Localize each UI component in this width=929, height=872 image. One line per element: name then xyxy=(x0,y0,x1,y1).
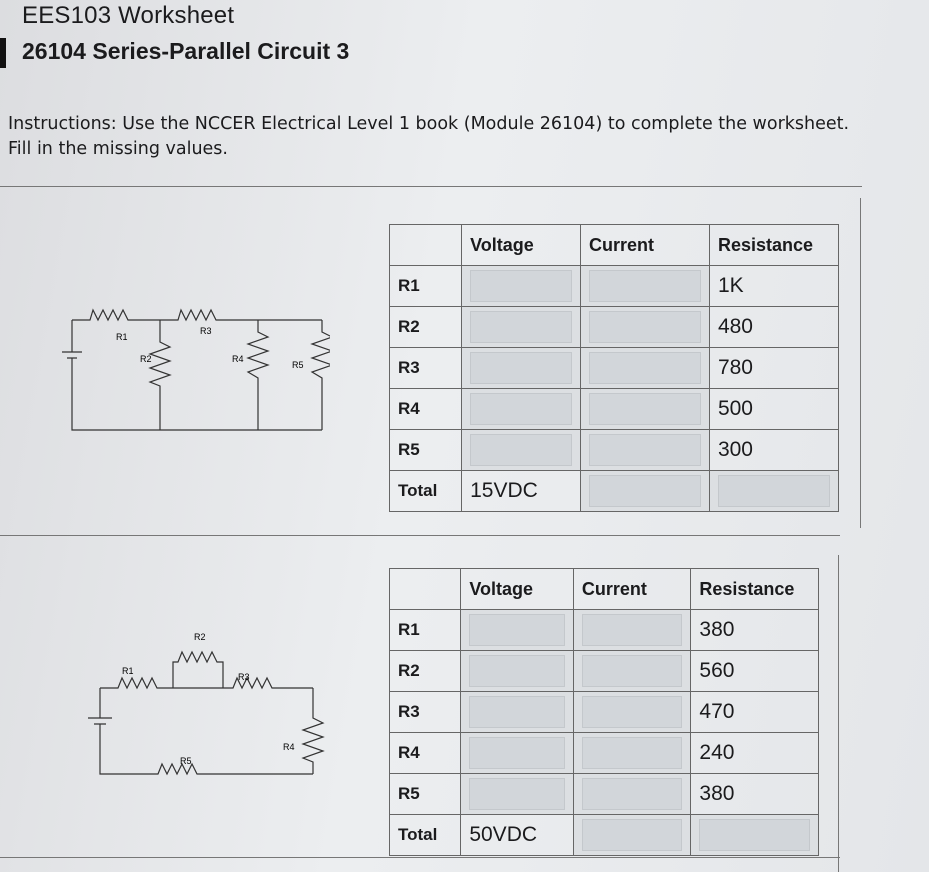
row-label: R5 xyxy=(390,774,461,815)
table-row xyxy=(390,389,839,430)
table-row xyxy=(390,266,839,307)
accent-bar xyxy=(0,38,6,68)
section-divider xyxy=(0,535,840,536)
table-row-total xyxy=(390,471,839,512)
voltage-input-cell[interactable] xyxy=(462,430,581,471)
frame-top-line xyxy=(0,186,862,187)
r4-label: R4 xyxy=(232,354,244,364)
current-input-cell[interactable] xyxy=(580,348,709,389)
instructions-text: Instructions: Use the NCCER Electrical Level 1 book (Module 26104) to complete the worksheet. Fill in the missing values. xyxy=(8,114,850,159)
table-row xyxy=(390,610,819,651)
battery-symbol xyxy=(88,718,112,724)
resistance-value: 380 xyxy=(691,774,819,815)
column-header-voltage: Voltage xyxy=(461,569,574,610)
voltage-input-cell[interactable] xyxy=(462,389,581,430)
voltage-input-cell[interactable] xyxy=(461,774,574,815)
column-header-resistance: Resistance xyxy=(709,225,838,266)
row-label: R1 xyxy=(390,610,461,651)
row-label: R5 xyxy=(390,430,462,471)
resistance-value: 380 xyxy=(691,610,819,651)
r1-resistor-symbol xyxy=(72,310,165,320)
r5-resistor-symbol xyxy=(100,724,313,774)
corner-cell xyxy=(390,225,462,266)
r4-resistor-symbol xyxy=(248,320,268,430)
resistance-value: 300 xyxy=(709,430,838,471)
current-input-cell[interactable] xyxy=(573,692,691,733)
total-voltage-value: 50VDC xyxy=(461,815,574,856)
resistance-value: 560 xyxy=(691,651,819,692)
r4-label: R4 xyxy=(283,742,295,752)
table-header-row xyxy=(390,225,839,266)
total-resistance-input-cell[interactable] xyxy=(709,471,838,512)
voltage-input-cell[interactable] xyxy=(461,733,574,774)
resistance-value: 480 xyxy=(709,307,838,348)
resistance-value: 780 xyxy=(709,348,838,389)
table-row xyxy=(390,307,839,348)
row-label: R3 xyxy=(390,692,461,733)
current-input-cell[interactable] xyxy=(580,266,709,307)
r1-label: R1 xyxy=(116,332,128,342)
r1-label: R1 xyxy=(122,666,134,676)
column-header-voltage: Voltage xyxy=(462,225,581,266)
resistance-value: 500 xyxy=(709,389,838,430)
r2-label: R2 xyxy=(194,632,206,642)
resistance-value: 1K xyxy=(709,266,838,307)
voltage-input-cell[interactable] xyxy=(461,692,574,733)
r2-resistor-symbol xyxy=(173,652,223,688)
table-header-row xyxy=(390,569,819,610)
total-resistance-input-cell[interactable] xyxy=(691,815,819,856)
voltage-input-cell[interactable] xyxy=(461,610,574,651)
column-header-current: Current xyxy=(573,569,691,610)
r2-label: R2 xyxy=(140,354,152,364)
column-header-current: Current xyxy=(580,225,709,266)
worksheet-subtitle: 26104 Series-Parallel Circuit 3 xyxy=(22,38,350,64)
values-table-2 xyxy=(389,568,819,856)
total-current-input-cell[interactable] xyxy=(580,471,709,512)
current-input-cell[interactable] xyxy=(573,733,691,774)
circuit-diagram-2 xyxy=(78,628,328,788)
total-voltage-value: 15VDC xyxy=(462,471,581,512)
current-input-cell[interactable] xyxy=(573,651,691,692)
current-input-cell[interactable] xyxy=(580,430,709,471)
row-label: R1 xyxy=(390,266,462,307)
worksheet-title: EES103 Worksheet xyxy=(22,2,235,29)
table-row xyxy=(390,692,819,733)
current-input-cell[interactable] xyxy=(580,307,709,348)
current-input-cell[interactable] xyxy=(580,389,709,430)
row-label-total: Total xyxy=(390,471,462,512)
r3-label: R3 xyxy=(200,326,212,336)
r5-label: R5 xyxy=(292,360,304,370)
voltage-input-cell[interactable] xyxy=(462,307,581,348)
r1-resistor-symbol xyxy=(100,678,313,688)
table-row xyxy=(390,430,839,471)
corner-cell xyxy=(390,569,461,610)
total-current-input-cell[interactable] xyxy=(573,815,691,856)
row-label: R3 xyxy=(390,348,462,389)
r5-resistor-symbol xyxy=(312,320,330,430)
r5-label: R5 xyxy=(180,756,192,766)
table-row-total xyxy=(390,815,819,856)
voltage-input-cell[interactable] xyxy=(462,348,581,389)
row-label: R2 xyxy=(390,307,462,348)
column-header-resistance: Resistance xyxy=(691,569,819,610)
current-input-cell[interactable] xyxy=(573,610,691,651)
frame-bottom-line xyxy=(0,857,840,858)
table-row xyxy=(390,774,819,815)
frame-right-line-2 xyxy=(838,555,839,872)
r4-resistor-symbol xyxy=(303,688,323,774)
voltage-input-cell[interactable] xyxy=(462,266,581,307)
voltage-input-cell[interactable] xyxy=(461,651,574,692)
r2-resistor-symbol xyxy=(150,320,170,430)
table-row xyxy=(390,733,819,774)
current-input-cell[interactable] xyxy=(573,774,691,815)
r3-resistor-symbol xyxy=(165,310,322,320)
resistance-value: 240 xyxy=(691,733,819,774)
r3-label: R3 xyxy=(238,672,250,682)
frame-right-line-1 xyxy=(860,198,861,528)
values-table-1 xyxy=(389,224,839,512)
row-label: R2 xyxy=(390,651,461,692)
resistance-value: 470 xyxy=(691,692,819,733)
circuit-diagram-1 xyxy=(60,290,330,440)
battery-symbol xyxy=(62,352,82,358)
table-row xyxy=(390,651,819,692)
table-row xyxy=(390,348,839,389)
row-label-total: Total xyxy=(390,815,461,856)
row-label: R4 xyxy=(390,733,461,774)
row-label: R4 xyxy=(390,389,462,430)
